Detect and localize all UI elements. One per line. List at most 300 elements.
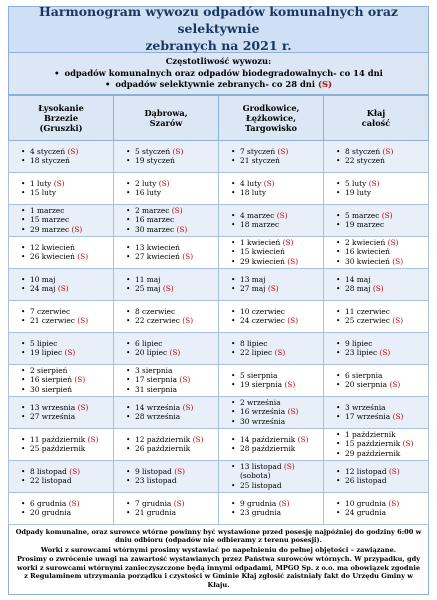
date-item bbox=[231, 471, 323, 481]
date-item bbox=[21, 316, 113, 326]
date-text: 27 kwiecień bbox=[135, 252, 180, 261]
date-text: 1 marzec bbox=[30, 205, 65, 215]
date-cell bbox=[114, 428, 219, 460]
date-text: 19 lipiec bbox=[30, 348, 63, 357]
date-cell bbox=[219, 236, 324, 268]
date-item bbox=[21, 366, 113, 376]
selective-marker: (S) bbox=[318, 79, 332, 89]
selective-marker: (S) bbox=[274, 348, 286, 357]
date-cell bbox=[9, 300, 114, 332]
date-item bbox=[231, 275, 323, 285]
date-item bbox=[126, 499, 218, 509]
date-text: 27 maj bbox=[240, 284, 266, 293]
date-text: 16 września bbox=[240, 407, 286, 417]
date-cell bbox=[114, 172, 219, 204]
date-cell bbox=[324, 492, 429, 524]
table-row bbox=[9, 140, 429, 172]
date-item bbox=[126, 215, 218, 225]
date-text: 22 lipiec bbox=[240, 348, 273, 357]
date-cell bbox=[324, 204, 429, 236]
date-cell bbox=[114, 204, 219, 236]
date-text: 25 październik bbox=[30, 444, 86, 453]
date-item bbox=[126, 476, 218, 486]
selective-marker: (S) bbox=[176, 224, 188, 234]
date-text: 18 luty bbox=[240, 188, 267, 197]
date-item bbox=[231, 348, 323, 358]
date-text: 24 grudnia bbox=[345, 508, 387, 517]
date-text: 29 kwiecień bbox=[240, 256, 285, 266]
date-item bbox=[21, 307, 113, 317]
date-item bbox=[21, 385, 113, 395]
column-header bbox=[9, 95, 114, 140]
date-text: 31 sierpnia bbox=[135, 384, 178, 394]
date-text: 2 luty bbox=[135, 178, 157, 188]
selective-marker: (S) bbox=[297, 434, 309, 444]
date-item bbox=[21, 252, 113, 262]
date-text: 5 sierpnia bbox=[240, 370, 278, 380]
date-item bbox=[336, 412, 428, 422]
selective-marker: (S) bbox=[382, 146, 394, 156]
table-row bbox=[9, 300, 429, 332]
date-cell bbox=[219, 204, 324, 236]
date-item bbox=[336, 275, 428, 285]
date-item bbox=[336, 211, 428, 221]
date-item bbox=[21, 215, 113, 225]
date-item bbox=[336, 499, 428, 509]
date-text: 16 kwiecień bbox=[345, 247, 390, 257]
note-paragraph: Prosimy o zwrócenie uwagi na zawartość wystawianych przez Państwa surowców wtórnych. W przypadku, gdy worki z surowcami wtórnymi zanieczyszczone będą innymi odpadami, MPGO Sp. z o.o. ma obowiązek zgodnie z Regulaminem utrzymania porządku i czystości w Gminie Kłaj zgłosić zaistniały fakt do Urzędu Gminy w Kłaju. bbox=[16, 555, 421, 590]
date-text: 22 styczeń bbox=[345, 156, 385, 165]
date-text: 26 listopad bbox=[345, 476, 387, 485]
date-text: 28 październik bbox=[240, 444, 296, 453]
date-item bbox=[21, 467, 113, 477]
date-item bbox=[336, 339, 428, 349]
table-row bbox=[9, 172, 429, 204]
date-text: 15 marzec bbox=[30, 215, 70, 225]
date-item bbox=[231, 220, 323, 230]
date-item bbox=[21, 348, 113, 358]
date-text: 21 styczeń bbox=[240, 156, 280, 165]
date-text: 7 grudnia bbox=[135, 498, 172, 508]
date-text: 2 września bbox=[240, 397, 281, 407]
selective-marker: (S) bbox=[392, 256, 404, 266]
date-text: 19 marzec bbox=[345, 220, 385, 229]
date-text: 15 luty bbox=[30, 188, 57, 197]
selective-marker: (S) bbox=[53, 178, 65, 188]
date-item bbox=[126, 225, 218, 235]
date-item bbox=[231, 188, 323, 198]
date-item bbox=[336, 476, 428, 486]
date-text: 24 maj bbox=[30, 284, 56, 293]
date-item bbox=[336, 403, 428, 413]
date-text: 10 czerwiec bbox=[240, 306, 285, 316]
date-text: 8 styczeń bbox=[345, 146, 381, 156]
date-item bbox=[126, 206, 218, 216]
date-text: 16 luty bbox=[135, 188, 162, 197]
date-item bbox=[231, 339, 323, 349]
selective-marker: (S) bbox=[57, 284, 69, 293]
date-cell bbox=[114, 364, 219, 396]
date-item bbox=[231, 435, 323, 445]
date-cell bbox=[9, 268, 114, 300]
date-item bbox=[336, 147, 428, 157]
date-item bbox=[126, 375, 218, 385]
date-item bbox=[231, 417, 323, 427]
date-item bbox=[21, 375, 113, 385]
date-cell bbox=[9, 204, 114, 236]
date-text: 30 sierpień bbox=[30, 384, 73, 394]
selective-marker: (S) bbox=[69, 466, 81, 476]
date-item bbox=[21, 206, 113, 216]
frequency-item: • odpadów selektywnie zebranych- co 28 dni (S) bbox=[15, 79, 422, 91]
date-cell bbox=[9, 460, 114, 492]
date-text: 1 luty bbox=[30, 178, 52, 188]
selective-marker: (S) bbox=[182, 252, 194, 261]
title-line-1: Harmonogram wywozu odpadów komunalnych oraz selektywnie bbox=[38, 4, 399, 37]
date-cell bbox=[9, 236, 114, 268]
date-text: 9 listopad bbox=[135, 466, 172, 476]
date-cell bbox=[324, 236, 429, 268]
column-header-line: Kłaj bbox=[366, 107, 386, 118]
selective-marker: (S) bbox=[372, 284, 384, 293]
date-item bbox=[231, 247, 323, 257]
selective-marker: (S) bbox=[276, 210, 288, 220]
selective-marker: (S) bbox=[77, 316, 89, 325]
date-cell bbox=[219, 492, 324, 524]
note-paragraph: Odpady komunalne, oraz surowce wtórne powinny być wystawione przed posesję najpóźniej do godziny 6:00 w dniu odbioru (odpadów nie odbieramy z terenu posesji). bbox=[15, 527, 422, 545]
date-text: 8 czerwiec bbox=[135, 306, 176, 316]
date-text: 25 listopad bbox=[240, 480, 282, 490]
date-text: 19 luty bbox=[345, 188, 372, 197]
date-cell bbox=[9, 492, 114, 524]
date-text: 2 sierpień bbox=[30, 365, 68, 375]
date-item bbox=[21, 188, 113, 198]
column-header-line: Brzezie bbox=[43, 112, 79, 123]
date-cell bbox=[219, 332, 324, 364]
table-row bbox=[9, 428, 429, 460]
selective-marker: (S) bbox=[68, 498, 80, 508]
frequency-list bbox=[15, 68, 422, 91]
column-header-line: Łężkowice, bbox=[245, 112, 296, 123]
selective-marker: (S) bbox=[174, 466, 186, 476]
date-text: 13 listopad bbox=[240, 461, 282, 471]
selective-marker: (S) bbox=[182, 316, 194, 325]
schedule-title bbox=[8, 6, 429, 53]
date-text: 24 czerwiec bbox=[240, 316, 285, 325]
date-text: 2 marzec bbox=[135, 205, 170, 215]
date-text: 6 lipiec bbox=[135, 338, 163, 348]
date-item bbox=[21, 435, 113, 445]
selective-marker: (S) bbox=[278, 498, 290, 508]
selective-marker: (S) bbox=[287, 407, 299, 417]
date-cell bbox=[9, 332, 114, 364]
date-item bbox=[126, 243, 218, 253]
selective-marker: (S) bbox=[283, 461, 295, 471]
date-item bbox=[336, 439, 428, 449]
date-item bbox=[231, 508, 323, 518]
date-item bbox=[126, 348, 218, 358]
table-row bbox=[9, 268, 429, 300]
schedule-page bbox=[8, 6, 429, 595]
date-item bbox=[336, 380, 428, 390]
column-header-line: Dąbrowa, bbox=[144, 107, 188, 118]
date-text: 10 grudnia bbox=[345, 498, 387, 508]
selective-marker: (S) bbox=[282, 237, 294, 247]
date-item bbox=[126, 284, 218, 294]
date-item bbox=[336, 316, 428, 326]
date-text: 13 wrzesnia bbox=[30, 402, 76, 412]
date-cell bbox=[114, 268, 219, 300]
selective-marker: (S) bbox=[287, 316, 299, 325]
date-item bbox=[126, 156, 218, 166]
column-header bbox=[324, 95, 429, 140]
date-text: 11 październik bbox=[30, 434, 86, 444]
date-text: 19 sierpnia bbox=[240, 380, 283, 389]
date-item bbox=[336, 220, 428, 230]
date-text: 14 październik bbox=[240, 434, 296, 444]
frequency-item: • odpadów komunalnych oraz odpadów biodegradowalnych- co 14 dni bbox=[15, 68, 422, 80]
date-text: 7 styczeń bbox=[240, 146, 276, 156]
date-item bbox=[21, 476, 113, 486]
date-text: 9 lipiec bbox=[345, 338, 373, 348]
date-cell bbox=[324, 460, 429, 492]
note-paragraph: Worki z surowcami wtórnymi prosimy wystawiać po napełnieniu do pełnej objętości – zawiązane. bbox=[40, 545, 397, 554]
schedule-table bbox=[8, 95, 429, 525]
date-text: 15 październik bbox=[345, 439, 401, 449]
column-header-line: (Gruszki) bbox=[39, 122, 83, 133]
column-header-line: Szarów bbox=[149, 117, 183, 128]
date-text: 30 marzec bbox=[135, 224, 175, 234]
date-text: 12 kwiecień bbox=[30, 242, 75, 252]
column-header-line: całość bbox=[361, 117, 391, 128]
selective-marker: (S) bbox=[74, 375, 86, 385]
date-item bbox=[336, 238, 428, 248]
selective-marker: (S) bbox=[287, 256, 299, 266]
date-item bbox=[336, 179, 428, 189]
table-row bbox=[9, 332, 429, 364]
selective-marker: (S) bbox=[172, 146, 184, 156]
column-header bbox=[219, 95, 324, 140]
date-item bbox=[231, 481, 323, 491]
date-cell bbox=[219, 460, 324, 492]
date-text: 29 marzec bbox=[30, 224, 70, 234]
date-item bbox=[336, 467, 428, 477]
selective-marker: (S) bbox=[87, 434, 99, 444]
selective-marker: (S) bbox=[71, 224, 83, 234]
date-item bbox=[21, 284, 113, 294]
date-item bbox=[126, 444, 218, 454]
date-text: 29 październik bbox=[345, 448, 401, 458]
date-text: 28 maj bbox=[345, 284, 371, 293]
selective-marker: (S) bbox=[173, 498, 185, 508]
date-text: 18 styczeń bbox=[30, 156, 70, 165]
selective-marker: (S) bbox=[169, 348, 181, 357]
date-item bbox=[336, 188, 428, 198]
date-item bbox=[126, 385, 218, 395]
date-item bbox=[126, 179, 218, 189]
date-item bbox=[126, 316, 218, 326]
date-item bbox=[126, 467, 218, 477]
date-text: 8 listopad bbox=[30, 466, 67, 476]
date-text: 26 kwiecień bbox=[30, 252, 75, 261]
date-item bbox=[21, 243, 113, 253]
date-item bbox=[231, 462, 323, 472]
date-text: 3 sierpnia bbox=[135, 365, 173, 375]
date-item bbox=[126, 403, 218, 413]
date-text: 23 lipiec bbox=[345, 348, 378, 357]
date-item bbox=[231, 284, 323, 294]
date-text: 16 sierpień bbox=[30, 375, 73, 385]
date-text: 1 kwiecień bbox=[240, 237, 281, 247]
selective-marker: (S) bbox=[402, 439, 414, 449]
date-text: 8 lipiec bbox=[240, 338, 268, 348]
date-text: 14 września bbox=[135, 402, 181, 412]
date-cell bbox=[114, 236, 219, 268]
selective-marker: (S) bbox=[179, 375, 191, 385]
date-text: 13 kwiecień bbox=[135, 242, 180, 252]
date-cell bbox=[324, 300, 429, 332]
date-text: 20 lipiec bbox=[135, 348, 168, 357]
selective-marker: (S) bbox=[387, 237, 399, 247]
date-cell bbox=[114, 300, 219, 332]
date-item bbox=[336, 449, 428, 459]
date-text: 17 września bbox=[345, 412, 391, 421]
date-cell bbox=[114, 332, 219, 364]
table-row bbox=[9, 204, 429, 236]
date-text: 11 czerwiec bbox=[345, 306, 390, 316]
date-item bbox=[21, 225, 113, 235]
date-text: 27 września bbox=[30, 412, 76, 421]
date-text: 20 sierpnia bbox=[345, 380, 388, 389]
date-item bbox=[126, 412, 218, 422]
date-text: 23 grudnia bbox=[240, 508, 282, 517]
date-item bbox=[336, 247, 428, 257]
date-text: 23 listopad bbox=[135, 476, 177, 485]
date-text: 17 sierpnia bbox=[135, 375, 178, 385]
date-text: 12 listopad bbox=[345, 466, 387, 476]
selective-marker: (S) bbox=[192, 434, 204, 444]
selective-marker: (S) bbox=[77, 252, 89, 261]
date-cell bbox=[9, 428, 114, 460]
date-text: 30 kwiecień bbox=[345, 256, 390, 266]
date-cell bbox=[9, 364, 114, 396]
frequency-heading: Częstotliwość wywozu: bbox=[165, 56, 272, 66]
date-cell bbox=[324, 332, 429, 364]
date-text: 26 październik bbox=[135, 444, 191, 453]
date-cell bbox=[219, 140, 324, 172]
selective-marker: (S) bbox=[389, 380, 401, 389]
selective-marker: (S) bbox=[368, 178, 380, 188]
date-item bbox=[231, 307, 323, 317]
date-cell bbox=[324, 268, 429, 300]
selective-marker: (S) bbox=[267, 284, 279, 293]
date-cell bbox=[324, 428, 429, 460]
date-cell bbox=[219, 300, 324, 332]
date-item bbox=[126, 147, 218, 157]
date-cell bbox=[219, 428, 324, 460]
selective-marker: (S) bbox=[381, 210, 393, 220]
schedule-body bbox=[9, 140, 429, 524]
date-text: 4 styczeń bbox=[30, 146, 66, 156]
selective-marker: (S) bbox=[388, 466, 400, 476]
date-cell bbox=[9, 140, 114, 172]
date-item bbox=[21, 403, 113, 413]
date-text: 12 październik bbox=[135, 434, 191, 444]
selective-marker: (S) bbox=[77, 402, 89, 412]
selective-marker: (S) bbox=[379, 348, 391, 357]
date-text: 13 maj bbox=[240, 274, 266, 284]
selective-marker: (S) bbox=[67, 146, 79, 156]
date-item bbox=[231, 371, 323, 381]
date-text: 22 czerwiec bbox=[135, 316, 180, 325]
notes-section bbox=[8, 525, 429, 595]
selective-marker: (S) bbox=[263, 178, 275, 188]
date-text: 20 grudnia bbox=[30, 508, 72, 517]
date-item bbox=[231, 398, 323, 408]
selective-marker: (S) bbox=[392, 412, 404, 421]
date-item bbox=[231, 444, 323, 454]
date-item bbox=[231, 257, 323, 267]
date-text: 5 marzec bbox=[345, 210, 380, 220]
date-text: 30 września bbox=[240, 416, 286, 426]
column-header-line: Łysokanie bbox=[38, 102, 84, 113]
header-row bbox=[9, 95, 429, 140]
date-item bbox=[21, 499, 113, 509]
date-item bbox=[126, 307, 218, 317]
date-text: 4 marzec bbox=[240, 210, 275, 220]
date-text: 21 grudnia bbox=[135, 508, 177, 517]
frequency-section bbox=[8, 53, 429, 95]
date-item bbox=[126, 275, 218, 285]
date-text: 19 styczeń bbox=[135, 156, 175, 165]
date-cell bbox=[219, 172, 324, 204]
date-text: 25 czerwiec bbox=[345, 316, 390, 325]
date-item bbox=[21, 444, 113, 454]
date-cell bbox=[219, 364, 324, 396]
date-text: 1 październik bbox=[345, 429, 396, 439]
date-item bbox=[126, 366, 218, 376]
date-cell bbox=[114, 140, 219, 172]
date-item bbox=[231, 156, 323, 166]
date-text: 5 luty bbox=[345, 178, 367, 188]
date-item bbox=[336, 348, 428, 358]
table-row bbox=[9, 492, 429, 524]
date-item bbox=[336, 371, 428, 381]
date-item bbox=[126, 339, 218, 349]
date-item bbox=[126, 508, 218, 518]
table-row bbox=[9, 236, 429, 268]
date-cell bbox=[324, 396, 429, 428]
date-item bbox=[336, 508, 428, 518]
selective-marker: (S) bbox=[158, 178, 170, 188]
date-cell bbox=[114, 396, 219, 428]
date-text: 4 luty bbox=[240, 178, 262, 188]
date-text: 14 maj bbox=[345, 274, 371, 284]
date-item bbox=[126, 435, 218, 445]
date-item bbox=[231, 380, 323, 390]
date-item bbox=[336, 284, 428, 294]
selective-marker: (S) bbox=[392, 316, 404, 325]
selective-marker: (S) bbox=[182, 402, 194, 412]
date-text: 15 kwiecień bbox=[240, 247, 285, 257]
date-text: 6 sierpnia bbox=[345, 370, 383, 380]
date-text: 21 czerwiec bbox=[30, 316, 75, 325]
date-text: 11 maj bbox=[135, 274, 161, 284]
date-item bbox=[21, 147, 113, 157]
date-text: 7 czerwiec bbox=[30, 306, 71, 316]
date-item bbox=[336, 307, 428, 317]
date-text: 16 marzec bbox=[135, 215, 175, 225]
